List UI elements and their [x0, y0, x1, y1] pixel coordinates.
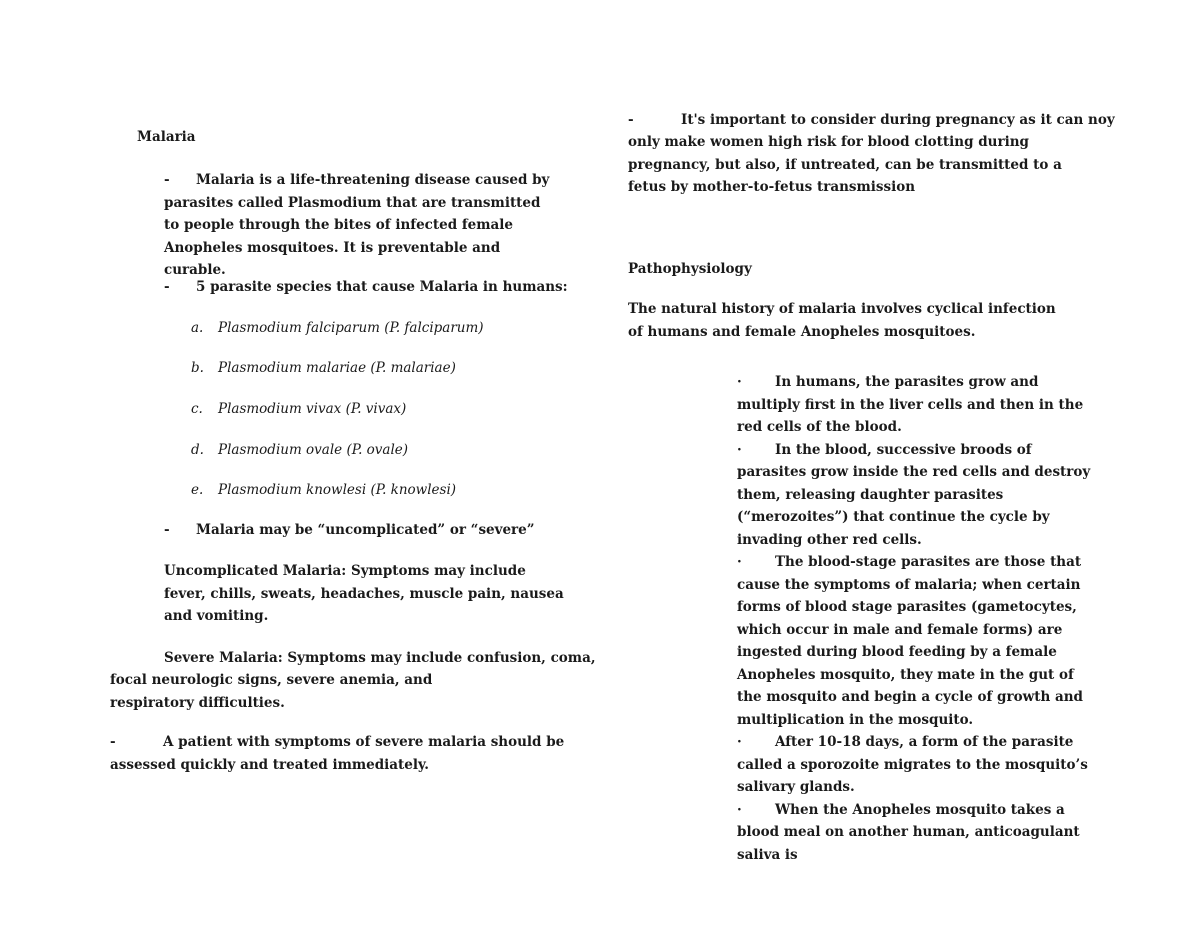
species-name: Plasmodium vivax (P. vivax) — [218, 401, 407, 417]
list-marker: b. — [191, 360, 204, 376]
severe-line-1: Severe Malaria: Symptoms may include confusion, coma, — [164, 650, 596, 666]
species-item — [191, 357, 456, 380]
list-item — [737, 551, 1097, 731]
species-heading: 5 parasite species that cause Malaria in humans: — [196, 279, 568, 295]
bullet-text: The blood-stage parasites are those that cause the symptoms of malaria; when certain forms of blood stage parasites (gametocytes, which occur in male and female forms) are ingested during blood feeding by a female Anopheles mosquito, they mate in the gut of the mosquito and begin a cycle of growth and multiplication in the mosquito. — [737, 554, 1083, 728]
dash-marker: - — [164, 522, 170, 538]
bullet-text: After 10-18 days, a form of the parasite called a sporozoite migrates to the mosquito’s salivary glands. — [737, 734, 1088, 795]
bullet-list — [737, 371, 1097, 866]
species-item — [191, 398, 406, 421]
species-name: Plasmodium knowlesi (P. knowlesi) — [218, 482, 457, 498]
assess-line-2: assessed quickly and treated immediately. — [110, 757, 429, 773]
bullet-text: When the Anopheles mosquito takes a blood meal on another human, anticoagulant saliva is — [737, 801, 1080, 863]
dash-marker: - — [164, 172, 170, 188]
bullet-marker: · — [737, 734, 742, 750]
species-item — [191, 439, 408, 462]
section-heading: Pathophysiology — [628, 261, 752, 277]
history-paragraph: The natural history of malaria involves cyclical infection of humans and female Anopheles mosquitoes. — [628, 301, 1056, 340]
bullet-marker: · — [737, 554, 742, 570]
bullet-marker: · — [737, 801, 742, 818]
list-marker: c. — [191, 401, 203, 417]
severe-line-2: focal neurologic signs, severe anemia, and respiratory difficulties. — [110, 672, 433, 711]
list-item — [737, 439, 1097, 552]
dash-marker: - — [164, 279, 170, 295]
dash-marker: - — [110, 734, 116, 750]
bullet-marker: · — [737, 374, 742, 390]
list-item — [737, 371, 1097, 439]
uncomplicated-paragraph: Uncomplicated Malaria: Symptoms may include fever, chills, sweats, headaches, muscle pain, nausea and vomiting. — [164, 563, 564, 624]
species-name: Plasmodium falciparum (P. falciparum) — [218, 320, 484, 336]
list-marker: d. — [191, 442, 204, 458]
species-bullet — [164, 276, 584, 299]
pregnancy-line-1 — [628, 109, 1115, 132]
list-marker: e. — [191, 482, 204, 498]
species-item — [191, 479, 456, 502]
bullet-text: In humans, the parasites grow and multiply first in the liver cells and then in the red cells of the blood. — [737, 374, 1084, 435]
type-bullet — [164, 519, 584, 542]
page-title: Malaria — [137, 129, 196, 145]
list-marker: a. — [191, 320, 204, 336]
intro-text: Malaria is a life-threatening disease caused by parasites called Plasmodium that are transmitted to people through the bites of infected female Anopheles mosquitoes. It is preventable and curable. — [164, 172, 550, 278]
list-item — [737, 731, 1097, 799]
species-item — [191, 317, 484, 340]
assess-text: A patient with symptoms of severe malaria should be — [163, 734, 565, 750]
dash-marker: - — [628, 112, 634, 128]
pregnancy-rest: only make women high risk for blood clotting during pregnancy, but also, if untreated, can be transmitted to a fetus by mother-to-fetus transmission — [628, 134, 1062, 195]
species-name: Plasmodium malariae (P. malariae) — [218, 360, 456, 376]
species-name: Plasmodium ovale (P. ovale) — [218, 442, 409, 458]
list-item — [737, 799, 1097, 867]
pregnancy-text: It's important to consider during pregnancy as it can noy — [681, 112, 1115, 128]
bullet-marker: · — [737, 441, 742, 458]
bullet-text: In the blood, successive broods of parasites grow inside the red cells and destroy them, releasing daughter parasites (“merozoites”) that continue the cycle by invading other red cells. — [737, 441, 1091, 548]
intro-bullet — [164, 169, 554, 282]
type-text: Malaria may be “uncomplicated” or “severe” — [196, 522, 535, 538]
assess-line-1 — [110, 731, 564, 754]
